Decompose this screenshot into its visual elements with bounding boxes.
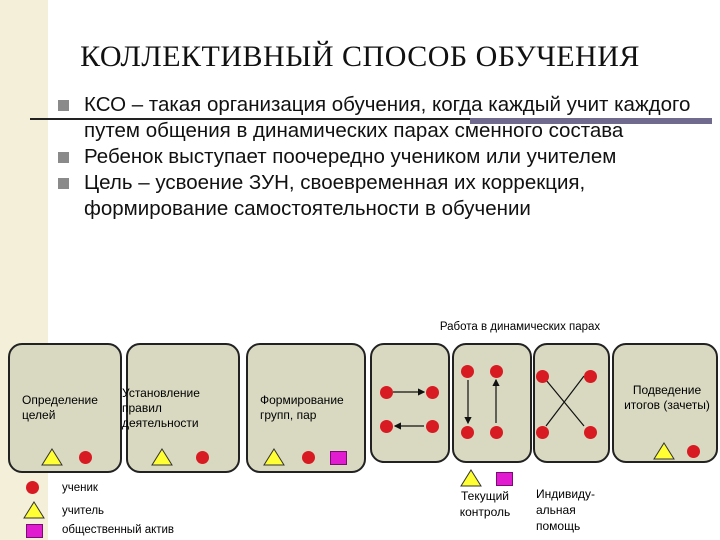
student-dot xyxy=(584,370,597,383)
student-dot xyxy=(461,426,474,439)
student-dot xyxy=(490,426,503,439)
student-dot xyxy=(380,420,393,433)
groups-label: Формирование групп, пар xyxy=(260,393,344,422)
student-dot xyxy=(687,445,700,458)
student-dot xyxy=(380,386,393,399)
student-dot xyxy=(584,426,597,439)
student-dot xyxy=(536,370,549,383)
bullet-text: Цель – усвоение ЗУН, своевременная их коррекция, формирование самостоятельности в обучении xyxy=(84,171,586,220)
student-dot xyxy=(426,386,439,399)
control-label: Текущий контроль xyxy=(459,489,511,519)
slide-title: КОЛЛЕКТИВНЫЙ СПОСОБ ОБУЧЕНИЯ xyxy=(80,40,640,73)
rules-label: Установление правил деятельности xyxy=(122,386,200,430)
legend-activist-label: общественный актив xyxy=(62,524,175,536)
teacher-triangle-icon xyxy=(262,447,286,467)
legend-student-dot xyxy=(26,481,39,494)
pairs-title: Работа в динамических парах xyxy=(439,321,601,333)
student-dot xyxy=(536,426,549,439)
legend-teacher-triangle-icon xyxy=(22,500,46,520)
legend-activist-square-icon xyxy=(26,524,43,538)
teacher-triangle-icon xyxy=(150,447,174,467)
teacher-triangle-icon xyxy=(459,468,483,488)
student-dot xyxy=(461,365,474,378)
goals-label: Определение целей xyxy=(22,393,98,422)
legend-student-label: ученик xyxy=(62,482,98,494)
teacher-triangle-icon xyxy=(40,447,64,467)
legend-teacher-label: учитель xyxy=(62,505,105,517)
student-dot xyxy=(490,365,503,378)
student-dot xyxy=(79,451,92,464)
student-dot xyxy=(426,420,439,433)
bullet-text: Ребенок выступает поочередно учеником или учителем xyxy=(84,145,617,168)
activist-square-icon xyxy=(496,472,513,486)
student-dot xyxy=(302,451,315,464)
help-label: Индивиду-альная помощь xyxy=(536,487,596,533)
student-dot xyxy=(196,451,209,464)
teacher-triangle-icon xyxy=(652,441,676,461)
summary-label: Подведение итогов (зачеты) xyxy=(624,383,710,412)
bullet-text: КСО – такая организация обучения, когда каждый учит каждого путем общения в динамических парах сменного состава xyxy=(84,93,691,142)
activist-square-icon xyxy=(330,451,347,465)
